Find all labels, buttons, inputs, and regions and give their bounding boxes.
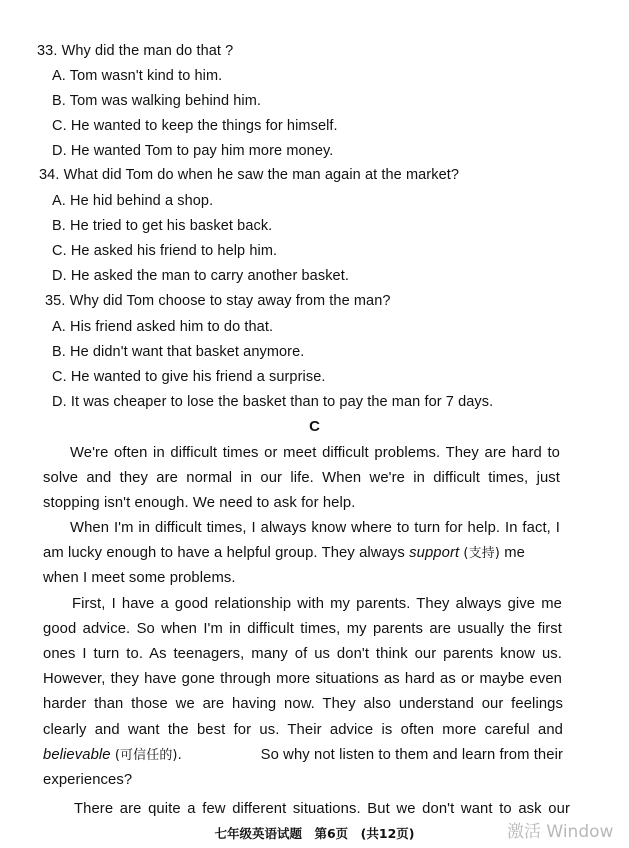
- question-35-option-d: D. It was cheaper to lose the basket than to pay the man for 7 days.: [52, 394, 494, 410]
- question-33-option-b: B. Tom was walking behind him.: [52, 93, 262, 109]
- passage-line: There are quite a few different situations. But we don't want to ask our: [74, 801, 570, 817]
- question-33-option-d: D. He wanted Tom to pay him more money.: [52, 143, 334, 159]
- question-35-option-b: B. He didn't want that basket anymore.: [52, 344, 305, 360]
- passage-text: me: [504, 545, 525, 561]
- vocab-support: support: [409, 545, 460, 561]
- question-33-option-c: C. He wanted to keep the things for himself.: [52, 118, 338, 134]
- passage-text: am lucky enough to have a helpful group. They always: [43, 545, 405, 561]
- passage-line: We're often in difficult times or meet difficult problems. They are hard to: [70, 445, 560, 461]
- question-35-stem: 35. Why did Tom choose to stay away from the man?: [45, 293, 391, 309]
- question-34-option-b: B. He tried to get his basket back.: [52, 218, 273, 234]
- passage-line: When I'm in difficult times, I always know where to turn for help. In fact, I: [70, 520, 560, 536]
- passage-text: So why not listen to them and learn from their: [260, 747, 563, 763]
- passage-line: experiences?: [43, 772, 133, 788]
- passage-line: However, they have gone through more situations as hard as or maybe even: [43, 671, 562, 687]
- vocab-believable-gloss: (可信任的).: [114, 748, 182, 763]
- passage-line-believable: [43, 746, 563, 765]
- passage-line: harder than those we are having now. They also understand our feelings: [43, 696, 563, 712]
- question-34-option-a: A. He hid behind a shop.: [52, 193, 214, 209]
- vocab-believable: believable: [43, 747, 111, 763]
- section-title: C: [309, 418, 320, 435]
- passage-line: good advice. So when I'm in difficult times, my parents are usually the first: [43, 621, 562, 637]
- vocab-support-gloss: (支持): [463, 546, 500, 561]
- passage-line: when I meet some problems.: [43, 570, 236, 586]
- passage-line: solve and they are normal in our life. When we're in difficult times, just: [43, 470, 560, 486]
- passage-line: clearly and want the best for us. Their advice is often more careful and: [43, 722, 563, 738]
- passage-line: First, I have a good relationship with my parents. They always give me: [72, 596, 562, 612]
- passage-line: stopping isn't enough. We need to ask for help.: [43, 495, 356, 511]
- passage-line: ones I turn to. As teenagers, many of us don't think our parents know us.: [43, 646, 562, 662]
- question-34-option-c: C. He asked his friend to help him.: [52, 243, 278, 259]
- question-35-option-a: A. His friend asked him to do that.: [52, 319, 274, 335]
- vocab-believable-group: [43, 746, 182, 765]
- question-33-option-a: A. Tom wasn't kind to him.: [52, 68, 223, 84]
- question-34-option-d: D. He asked the man to carry another basket.: [52, 268, 349, 284]
- question-33-stem: 33. Why did the man do that ?: [37, 43, 234, 59]
- activation-watermark: 激活 Window: [507, 822, 614, 842]
- passage-line-support: [43, 544, 561, 563]
- question-34-stem: 34. What did Tom do when he saw the man again at the market?: [39, 167, 460, 183]
- question-35-option-c: C. He wanted to give his friend a surprise.: [52, 369, 326, 385]
- page-footer: 七年级英语试题 第6页 (共12页): [214, 826, 415, 841]
